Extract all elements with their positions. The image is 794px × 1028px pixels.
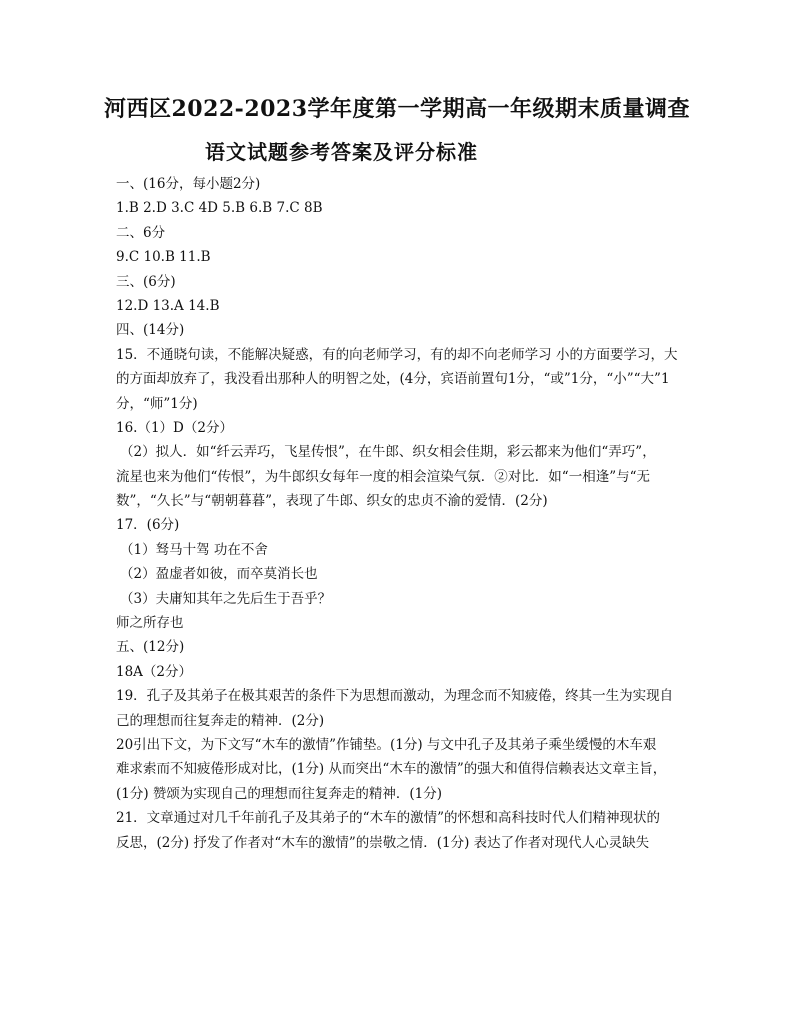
answer-line: （3）夫庸知其年之先后生于吾乎？ (120, 590, 332, 607)
document-title: 河西区2022-2023学年度第一学期高一年级期末质量调查 (103, 96, 691, 122)
answer-line: 18A（2分） (116, 663, 193, 680)
answer-line: 21．文章通过对几千年前孔子及其弟子的“木车的激情”的怀想和高科技时代人们精神现状的 (116, 810, 660, 827)
answer-line: 19．孔子及其弟子在极其艰苦的条件下为思想而激动，为理念而不知疲倦，终其一生为实现自 (116, 688, 674, 705)
answer-line: （2）拟人．如“纤云弄巧，飞星传恨”，在牛郎、织女相会佳期，彩云都来为他们“弄巧”， (120, 444, 656, 461)
answer-line: 流星也来为他们“传恨”，为牛郎织女每年一度的相会渲染气氛．②对比．如“一相逢”与“无 (116, 468, 651, 485)
answer-line: (1分) 赞颂为实现自己的理想而往复奔走的精神．(1分) (116, 785, 443, 802)
section-heading: 一、(16分，每小题2分) (116, 176, 261, 192)
section-heading: 五、(12分) (116, 639, 185, 656)
section-heading: 三、(6分) (116, 273, 176, 290)
answer-line: 12.D 13.A 14.B (116, 297, 220, 314)
answer-line: 分，“师”1分) (116, 395, 198, 412)
answer-line: 师之所存也 (116, 615, 184, 632)
answer-line: 17．(6分) (116, 517, 180, 534)
answer-line: 20引出下文，为下文写“木车的激情”作铺垫。(1分) 与文中孔子及其弟子乘坐缓慢的木车艰 (116, 736, 657, 753)
answer-line: 反思，(2分) 抒发了作者对“木车的激情”的崇敬之情．(1分) 表达了作者对现代人心灵缺失 (116, 834, 650, 851)
section-heading: 四、(14分) (116, 322, 185, 339)
answer-line: 难求索而不知疲倦形成对比，(1分) 从而突出“木车的激情”的强大和值得信赖表达文章主旨， (116, 761, 667, 778)
document-subtitle: 语文试题参考答案及评分标准 (205, 140, 478, 164)
answer-line: 数”，“久长”与“朝朝暮暮”，表现了牛郎、织女的忠贞不渝的爱情．(2分) (116, 493, 548, 510)
answer-line: 1.B 2.D 3.C 4D 5.B 6.B 7.C 8B (116, 200, 323, 217)
answer-line: （2）盈虚者如彼，而卒莫消长也 (120, 566, 318, 583)
section-heading: 二、6分 (116, 224, 166, 241)
answer-body (116, 172, 686, 855)
answer-line: 9.C 10.B 11.B (116, 249, 211, 266)
answer-line: 16.（1）D（2分） (116, 419, 233, 436)
answer-line: 15．不通晓句读，不能解决疑惑，有的向老师学习，有的却不向老师学习 小的方面要学习，大 (116, 346, 678, 363)
answer-line: 己的理想而往复奔走的精神．(2分) (116, 712, 325, 729)
answer-line: （1）驽马十驾 功在不舍 (120, 541, 268, 558)
answer-line: 的方面却放弃了，我没看出那种人的明智之处，(4分，宾语前置句1分，“或”1分，“小”“大”1 (116, 371, 670, 388)
